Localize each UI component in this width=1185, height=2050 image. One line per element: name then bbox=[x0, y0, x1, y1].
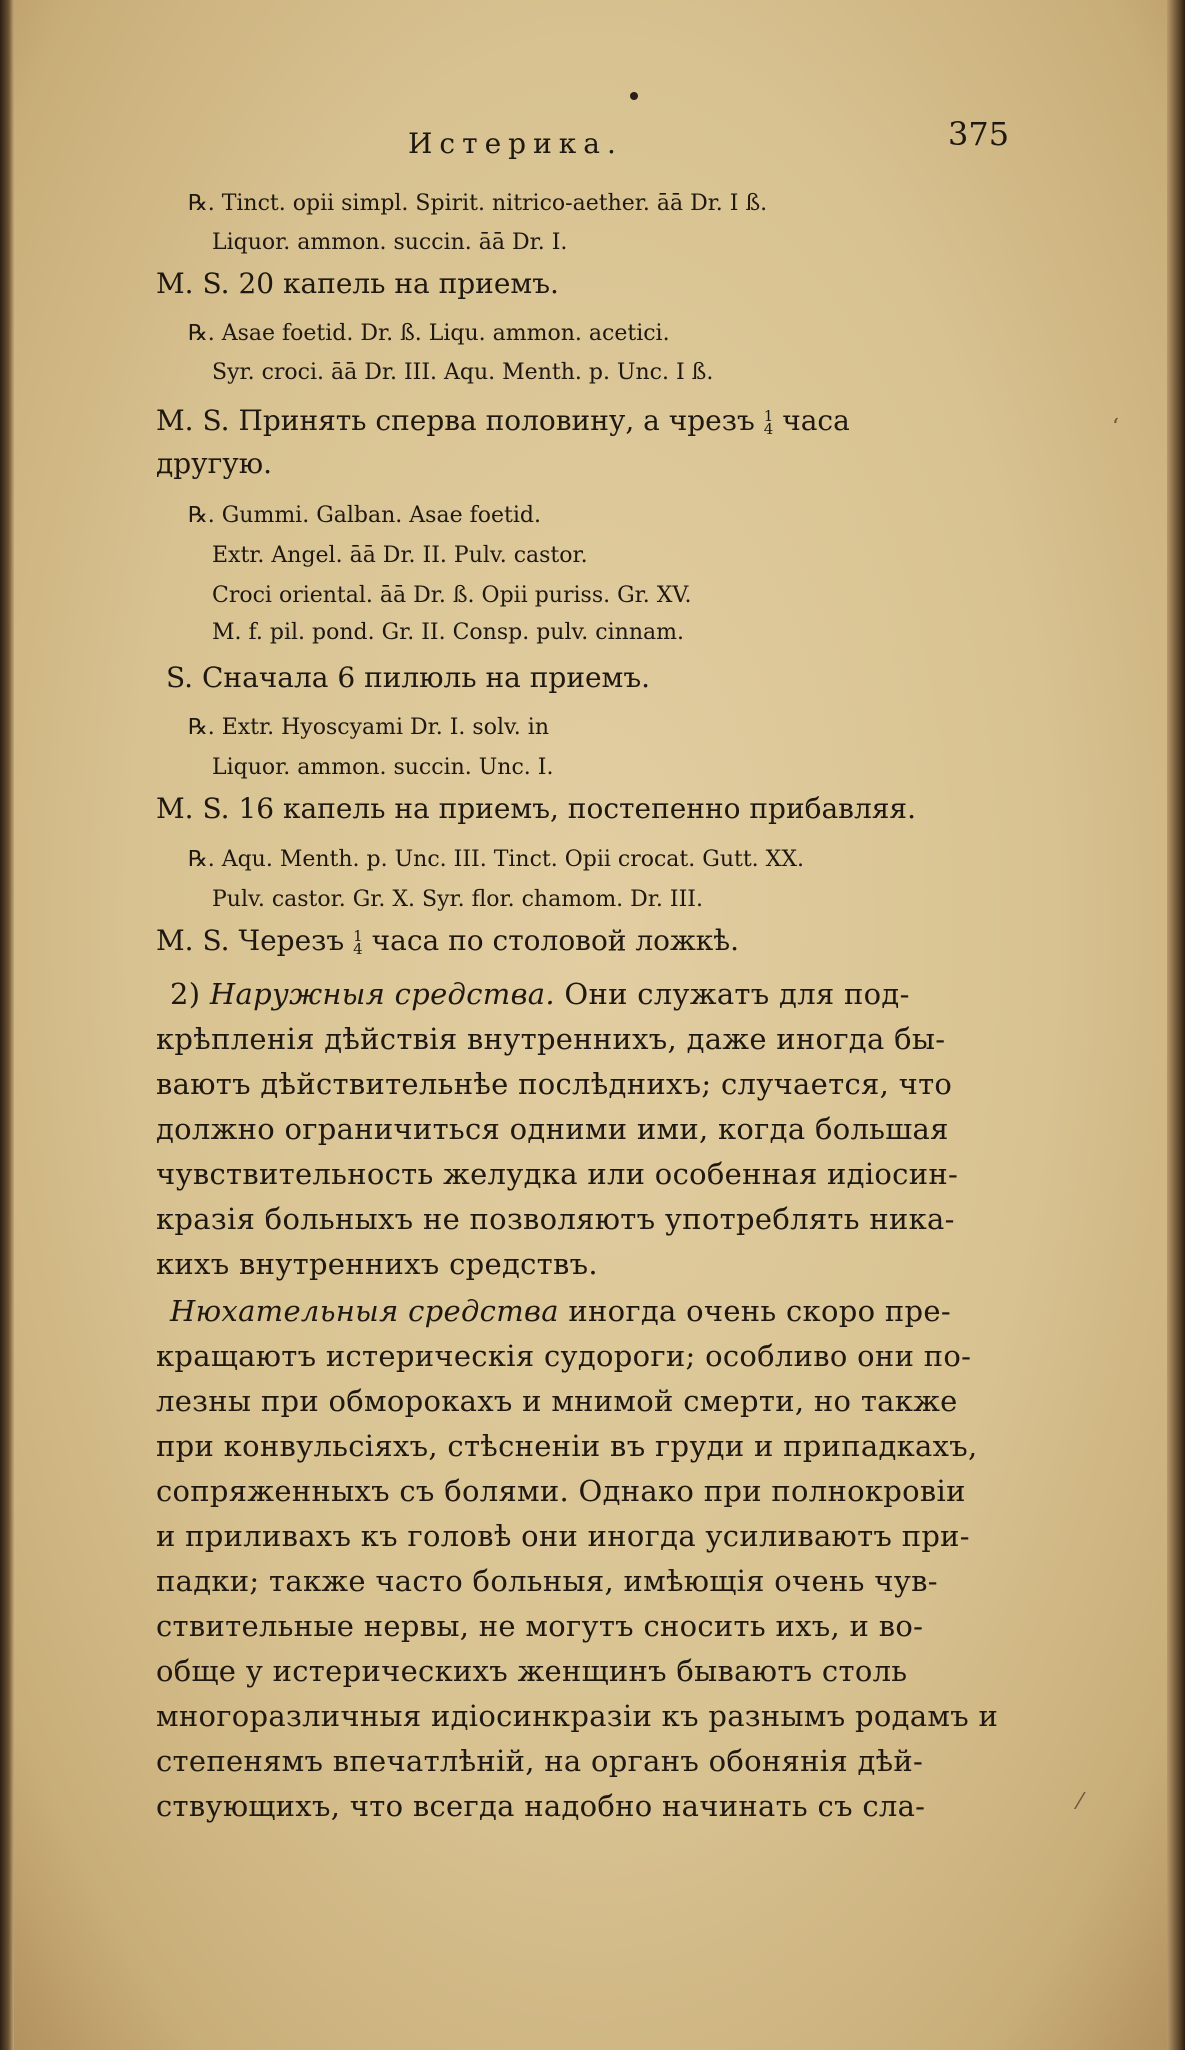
text-line bbox=[156, 405, 850, 437]
text-segment: часа по столовой ложкѣ. bbox=[371, 924, 740, 957]
text-line: ℞. Gummi. Galban. Asae foetid. bbox=[188, 503, 541, 528]
text-line: Pulv. castor. Gr. X. Syr. flor. chamom. Dr. III. bbox=[212, 887, 703, 912]
fraction-quarter bbox=[353, 926, 363, 958]
margin-mark: ‘ bbox=[1112, 415, 1119, 440]
text-line: кразія больныхъ не позволяютъ употреблять ника- bbox=[156, 1202, 955, 1236]
text-line: ствительные нервы, не могутъ сносить ихъ, и во- bbox=[156, 1609, 924, 1643]
text-line: Syr. croci. āā Dr. III. Aqu. Menth. p. Unc. I ß. bbox=[212, 360, 714, 385]
page-right-edge bbox=[1167, 0, 1185, 2050]
fraction-numerator: 1 bbox=[353, 926, 363, 945]
text-line: степенямъ впечатлѣній, на органъ обонянія дѣй- bbox=[156, 1744, 924, 1778]
text-line: ℞. Asae foetid. Dr. ß. Liqu. ammon. acetici. bbox=[188, 321, 670, 346]
fraction-numerator: 1 bbox=[763, 406, 774, 425]
text-line: кращаютъ истерическія судороги; особливо они по- bbox=[156, 1339, 972, 1373]
text-line: M. S. 16 капель на приемъ, постепенно прибавляя. bbox=[156, 792, 916, 825]
text-line: M. S. 20 капель на приемъ. bbox=[156, 267, 559, 300]
text-line: другую. bbox=[156, 447, 273, 480]
text-line: ствующихъ, что всегда надобно начинать съ сла- bbox=[156, 1789, 926, 1823]
text-line: ℞. Aqu. Menth. p. Unc. III. Tinct. Opii crocat. Gutt. XX. bbox=[188, 847, 804, 872]
text-line: должно ограничиться одними ими, когда большая bbox=[156, 1112, 949, 1146]
fraction-quarter bbox=[763, 406, 774, 438]
text-line bbox=[170, 1295, 1010, 1327]
text-line: и приливахъ къ головѣ они иногда усиливаютъ при- bbox=[156, 1519, 970, 1553]
text-line: ℞. Extr. Hyoscyami Dr. I. solv. in bbox=[188, 715, 549, 740]
text-segment: Они служатъ для под- bbox=[564, 977, 910, 1011]
section-heading: Наружныя средства. bbox=[209, 977, 555, 1011]
fraction-denominator: 4 bbox=[353, 939, 363, 958]
fraction-denominator: 4 bbox=[763, 419, 774, 438]
text-line: кихъ внутреннихъ средствъ. bbox=[156, 1247, 598, 1281]
text-line: крѣпленія дѣйствія внутреннихъ, даже иногда бы- bbox=[156, 1022, 946, 1056]
text-line: Liquor. ammon. succin. āā Dr. I. bbox=[212, 230, 568, 255]
text-segment: часа bbox=[782, 404, 850, 437]
text-line: сопряженныхъ съ болями. Однако при полнокровіи bbox=[156, 1474, 966, 1508]
text-line: ℞. Tinct. opii simpl. Spirit. nitrico-aether. āā Dr. I ß. bbox=[188, 191, 768, 216]
running-head: Истерика. bbox=[408, 127, 623, 160]
text-segment: M. S. Принять сперва половину, а чрезъ bbox=[156, 404, 755, 437]
text-line: Croci oriental. āā Dr. ß. Opii puriss. Gr. XV. bbox=[212, 583, 692, 608]
text-line: M. f. pil. pond. Gr. II. Consp. pulv. cinnam. bbox=[212, 620, 684, 645]
text-line bbox=[156, 925, 739, 957]
text-segment: иногда очень скоро пре- bbox=[568, 1294, 951, 1328]
text-line: ваютъ дѣйствительнѣе послѣднихъ; случается, что bbox=[156, 1067, 953, 1101]
text-line: Extr. Angel. āā Dr. II. Pulv. castor. bbox=[212, 543, 588, 568]
text-line: обще у истерическихъ женщинъ бываютъ столь bbox=[156, 1654, 908, 1688]
text-line: S. Сначала 6 пилюль на приемъ. bbox=[166, 661, 651, 694]
text-line: чувствительность желудка или особенная идіосин- bbox=[156, 1157, 959, 1191]
text-segment: M. S. Черезъ bbox=[156, 924, 345, 957]
section-number: 2) bbox=[170, 977, 201, 1011]
text-line: лезны при обморокахъ и мнимой смерти, но также bbox=[156, 1384, 958, 1418]
page-number: 375 bbox=[948, 115, 1010, 153]
page-left-edge bbox=[0, 0, 14, 2050]
text-line: Liquor. ammon. succin. Unc. I. bbox=[212, 755, 554, 780]
text-line: при конвульсіяхъ, стѣсненіи въ груди и припадкахъ, bbox=[156, 1429, 978, 1463]
text-line: многоразличныя идіосинкразіи къ разнымъ родамъ и bbox=[156, 1699, 999, 1733]
margin-mark: ⁄ bbox=[1078, 1790, 1082, 1815]
ink-dot bbox=[630, 92, 638, 100]
text-line bbox=[170, 978, 1010, 1010]
text-line: падки; также часто больныя, имѣющія очень чув- bbox=[156, 1564, 938, 1598]
section-heading: Нюхательныя средства bbox=[170, 1294, 559, 1328]
